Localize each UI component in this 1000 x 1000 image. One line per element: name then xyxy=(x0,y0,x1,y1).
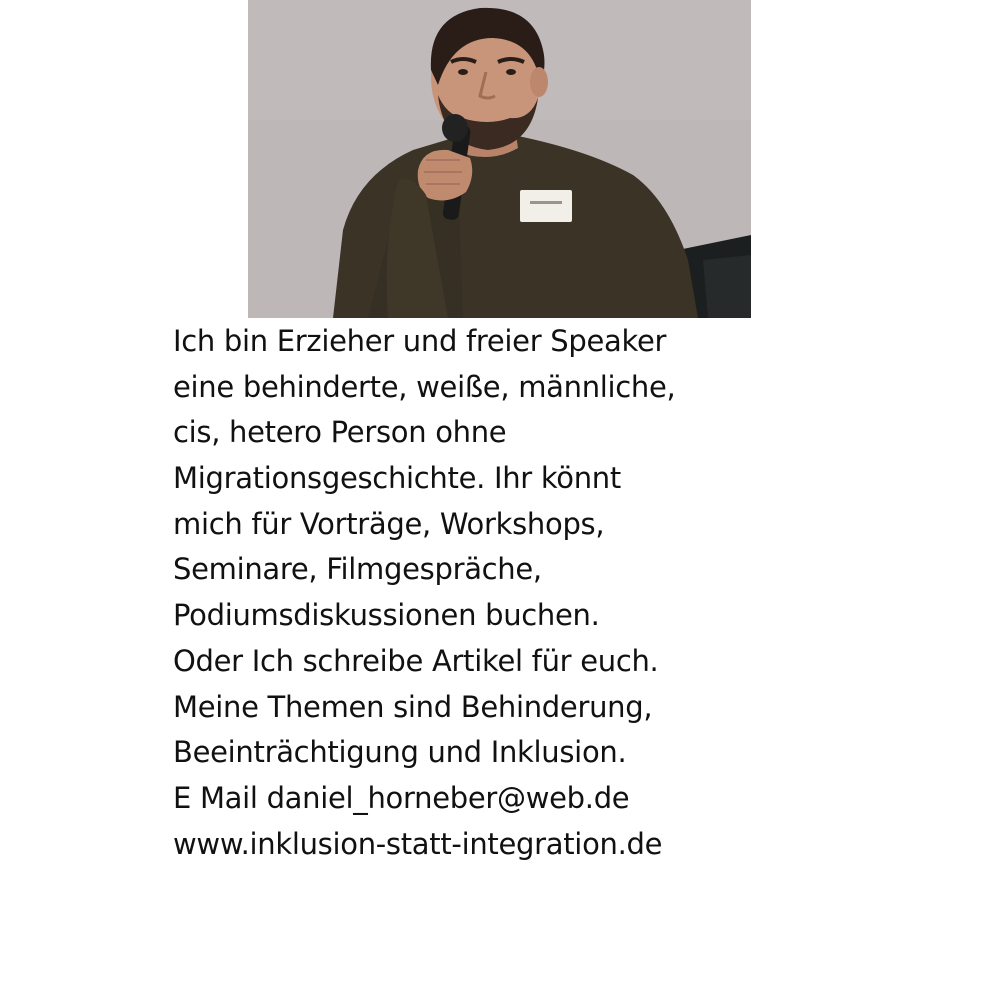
speaker-bio xyxy=(173,319,753,867)
speaker-photo xyxy=(248,0,751,318)
bio-line: Meine Themen sind Behinderung, xyxy=(173,689,653,724)
bio-line: Oder Ich schreibe Artikel für euch. xyxy=(173,643,659,678)
speaker-portrait-illustration xyxy=(248,0,751,318)
bio-line: Ich bin Erzieher und freier Speaker xyxy=(173,324,667,358)
bio-line: Migrationsgeschichte. Ihr könnt xyxy=(173,461,621,496)
bio-line: Seminare, Filmgespräche, xyxy=(173,552,542,587)
website-line: www.inklusion-statt-integration.de xyxy=(173,826,663,861)
bio-line: mich für Vorträge, Workshops, xyxy=(173,506,605,541)
email-line: E Mail daniel_horneber@web.de xyxy=(173,780,630,815)
bio-line: cis, hetero Person ohne xyxy=(173,415,507,450)
bio-line: Beeinträchtigung und Inklusion. xyxy=(173,735,627,770)
bio-line: Podiumsdiskussionen buchen. xyxy=(173,598,600,633)
bio-line: eine behinderte, weiße, männliche, xyxy=(173,369,676,404)
